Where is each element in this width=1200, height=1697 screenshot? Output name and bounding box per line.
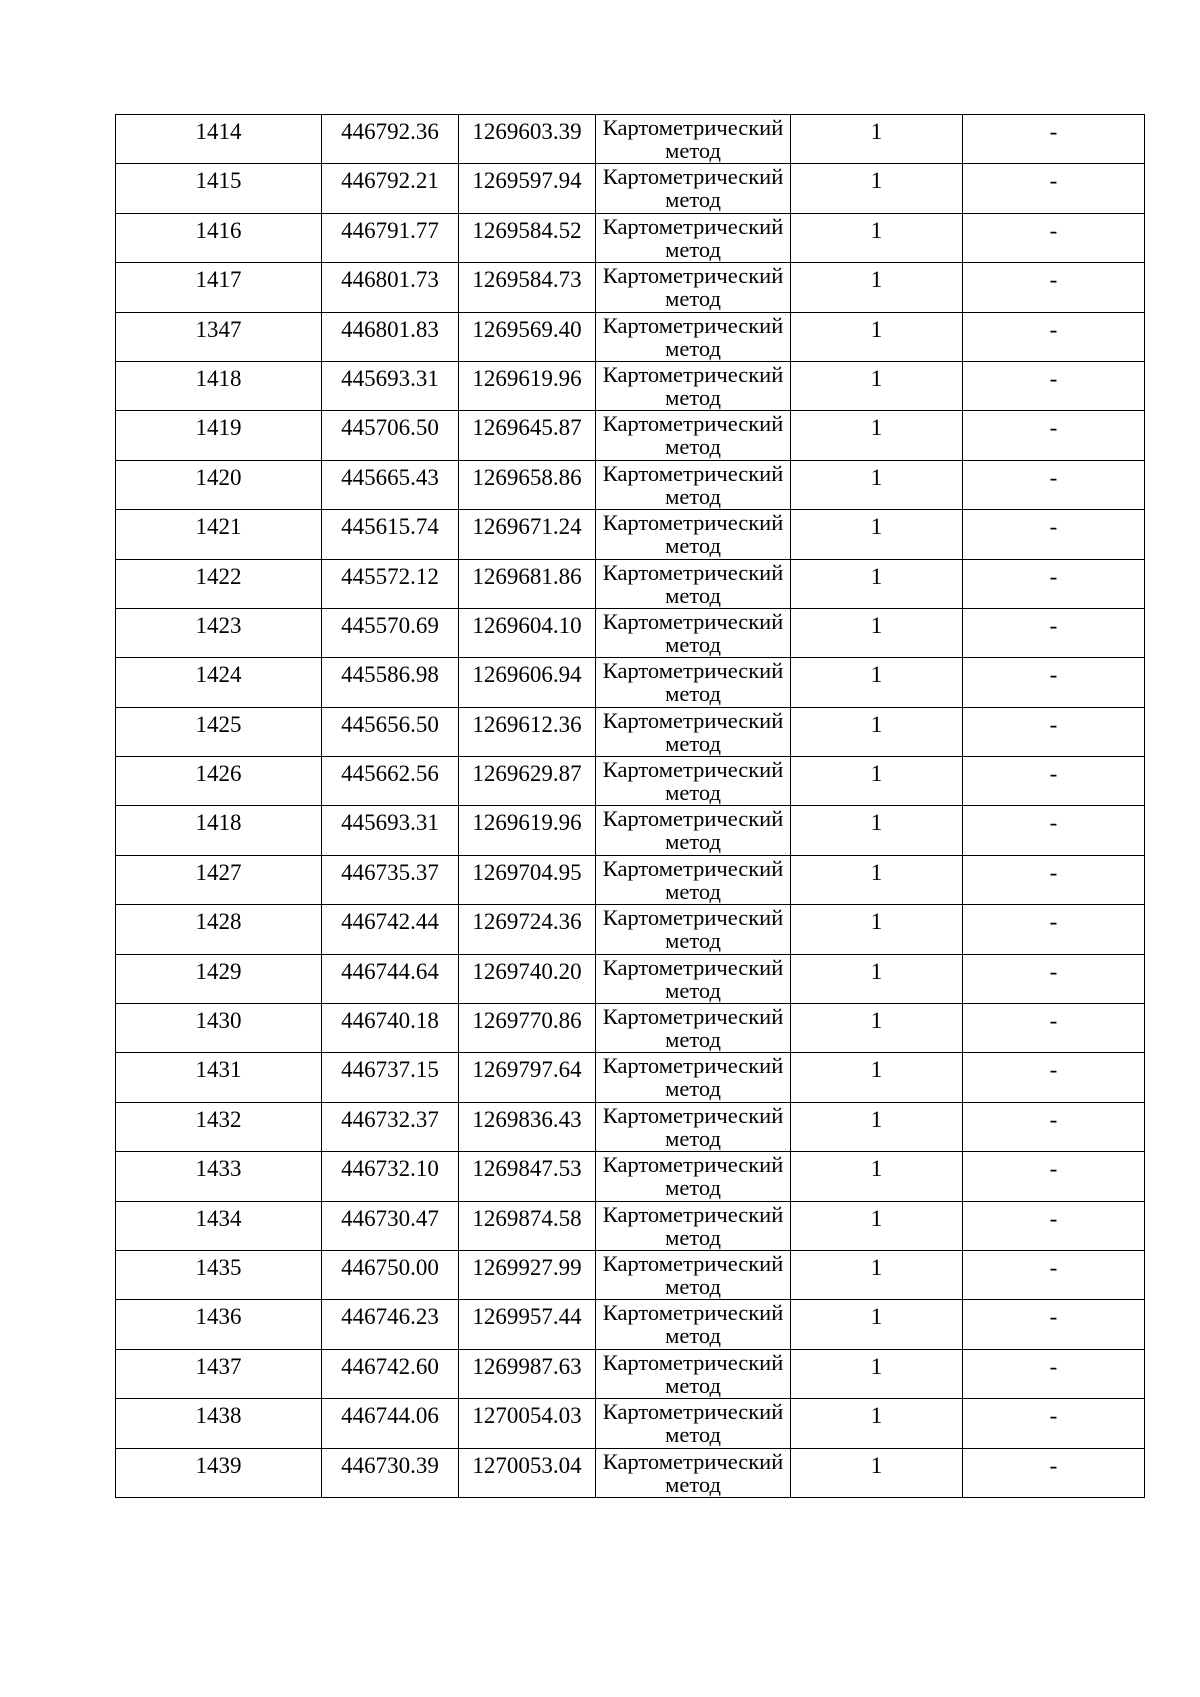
method-cell — [596, 608, 791, 657]
y-coordinate-cell: 1269619.96 — [459, 806, 596, 855]
x-coordinate-cell: 446801.83 — [322, 312, 459, 361]
note-cell: - — [963, 757, 1145, 806]
method-text-line2: метод — [665, 829, 721, 855]
point-number-cell: 1437 — [116, 1349, 322, 1398]
note-cell: - — [963, 855, 1145, 904]
method-cell — [596, 658, 791, 707]
accuracy-cell: 1 — [791, 1300, 963, 1349]
accuracy-cell: 1 — [791, 855, 963, 904]
y-coordinate-cell: 1269704.95 — [459, 855, 596, 904]
method-cell — [596, 1201, 791, 1250]
x-coordinate-cell: 446791.77 — [322, 213, 459, 262]
x-coordinate-cell: 446750.00 — [322, 1250, 459, 1299]
x-coordinate-cell: 446742.60 — [322, 1349, 459, 1398]
table-row — [116, 1300, 1145, 1349]
table-row — [116, 213, 1145, 262]
point-number-cell: 1432 — [116, 1102, 322, 1151]
point-number-cell: 1429 — [116, 954, 322, 1003]
method-text-line2: метод — [665, 1323, 721, 1349]
y-coordinate-cell: 1269569.40 — [459, 312, 596, 361]
point-number-cell: 1436 — [116, 1300, 322, 1349]
table-row — [116, 855, 1145, 904]
method-text-line2: метод — [665, 138, 721, 163]
method-cell — [596, 312, 791, 361]
method-text-line2: метод — [665, 533, 721, 559]
y-coordinate-cell: 1270054.03 — [459, 1399, 596, 1448]
note-cell: - — [963, 1300, 1145, 1349]
note-cell: - — [963, 263, 1145, 312]
accuracy-cell: 1 — [791, 757, 963, 806]
x-coordinate-cell: 445572.12 — [322, 559, 459, 608]
x-coordinate-cell: 446744.06 — [322, 1399, 459, 1448]
point-number-cell: 1423 — [116, 608, 322, 657]
x-coordinate-cell: 446730.47 — [322, 1201, 459, 1250]
method-text-line1: Картометрический — [602, 806, 784, 832]
x-coordinate-cell: 446735.37 — [322, 855, 459, 904]
table-row — [116, 608, 1145, 657]
method-text-line1: Картометрический — [602, 213, 784, 239]
method-cell — [596, 164, 791, 213]
method-cell — [596, 559, 791, 608]
method-cell — [596, 1004, 791, 1053]
point-number-cell: 1433 — [116, 1152, 322, 1201]
table-row — [116, 559, 1145, 608]
note-cell: - — [963, 954, 1145, 1003]
accuracy-cell: 1 — [791, 1004, 963, 1053]
table-row — [116, 1250, 1145, 1299]
note-cell: - — [963, 115, 1145, 164]
method-cell — [596, 1102, 791, 1151]
method-text-line1: Картометрический — [602, 411, 784, 437]
method-text-line1: Картометрический — [602, 115, 784, 140]
x-coordinate-cell: 446732.37 — [322, 1102, 459, 1151]
note-cell: - — [963, 1004, 1145, 1053]
method-text-line2: метод — [665, 878, 721, 904]
note-cell: - — [963, 658, 1145, 707]
method-text-line2: метод — [665, 1076, 721, 1102]
y-coordinate-cell: 1269606.94 — [459, 658, 596, 707]
table-row — [116, 411, 1145, 460]
method-text-line2: метод — [665, 1422, 721, 1448]
y-coordinate-cell: 1269597.94 — [459, 164, 596, 213]
x-coordinate-cell: 446737.15 — [322, 1053, 459, 1102]
point-number-cell: 1421 — [116, 510, 322, 559]
method-text-line1: Картометрический — [602, 757, 784, 783]
accuracy-cell: 1 — [791, 1448, 963, 1497]
table-row — [116, 312, 1145, 361]
y-coordinate-cell: 1269645.87 — [459, 411, 596, 460]
y-coordinate-cell: 1269584.52 — [459, 213, 596, 262]
accuracy-cell: 1 — [791, 460, 963, 509]
note-cell: - — [963, 1448, 1145, 1497]
method-text-line1: Картометрический — [602, 510, 784, 536]
method-text-line1: Картометрический — [602, 954, 784, 980]
table-row — [116, 361, 1145, 410]
y-coordinate-cell: 1269836.43 — [459, 1102, 596, 1151]
y-coordinate-cell: 1269724.36 — [459, 905, 596, 954]
y-coordinate-cell: 1269671.24 — [459, 510, 596, 559]
method-cell — [596, 1250, 791, 1299]
method-cell — [596, 1152, 791, 1201]
table-row — [116, 1004, 1145, 1053]
table-row — [116, 1448, 1145, 1497]
method-text-line1: Картометрический — [602, 1201, 784, 1227]
method-text-line2: метод — [665, 384, 721, 410]
y-coordinate-cell: 1269987.63 — [459, 1349, 596, 1398]
table-row — [116, 1399, 1145, 1448]
x-coordinate-cell: 445656.50 — [322, 707, 459, 756]
accuracy-cell: 1 — [791, 1399, 963, 1448]
method-cell — [596, 1053, 791, 1102]
method-text-line2: метод — [665, 434, 721, 460]
method-cell — [596, 510, 791, 559]
method-cell — [596, 757, 791, 806]
method-text-line1: Картометрический — [602, 1152, 784, 1178]
note-cell: - — [963, 312, 1145, 361]
note-cell: - — [963, 361, 1145, 410]
method-text-line2: метод — [665, 187, 721, 213]
note-cell: - — [963, 1053, 1145, 1102]
table-row — [116, 1102, 1145, 1151]
point-number-cell: 1439 — [116, 1448, 322, 1497]
method-text-line2: метод — [665, 1273, 721, 1299]
y-coordinate-cell: 1269770.86 — [459, 1004, 596, 1053]
accuracy-cell: 1 — [791, 1349, 963, 1398]
point-number-cell: 1425 — [116, 707, 322, 756]
point-number-cell: 1420 — [116, 460, 322, 509]
y-coordinate-cell: 1269604.10 — [459, 608, 596, 657]
x-coordinate-cell: 446742.44 — [322, 905, 459, 954]
point-number-cell: 1426 — [116, 757, 322, 806]
note-cell: - — [963, 707, 1145, 756]
point-number-cell: 1414 — [116, 115, 322, 164]
accuracy-cell: 1 — [791, 115, 963, 164]
accuracy-cell: 1 — [791, 1152, 963, 1201]
y-coordinate-cell: 1269629.87 — [459, 757, 596, 806]
method-cell — [596, 213, 791, 262]
y-coordinate-cell: 1270053.04 — [459, 1448, 596, 1497]
accuracy-cell: 1 — [791, 312, 963, 361]
method-text-line1: Картометрический — [602, 1053, 784, 1079]
method-text-line2: метод — [665, 286, 721, 312]
x-coordinate-cell: 446744.64 — [322, 954, 459, 1003]
method-text-line2: метод — [665, 335, 721, 361]
method-text-line1: Картометрический — [602, 312, 784, 338]
point-number-cell: 1424 — [116, 658, 322, 707]
x-coordinate-cell: 446740.18 — [322, 1004, 459, 1053]
y-coordinate-cell: 1269874.58 — [459, 1201, 596, 1250]
x-coordinate-cell: 445570.69 — [322, 608, 459, 657]
note-cell: - — [963, 213, 1145, 262]
method-text-line2: метод — [665, 1125, 721, 1151]
method-text-line1: Картометрический — [602, 1102, 784, 1128]
method-text-line2: метод — [665, 730, 721, 756]
method-text-line2: метод — [665, 1224, 721, 1250]
note-cell: - — [963, 1349, 1145, 1398]
table-row — [116, 1053, 1145, 1102]
method-text-line1: Картометрический — [602, 707, 784, 733]
accuracy-cell: 1 — [791, 361, 963, 410]
note-cell: - — [963, 411, 1145, 460]
point-number-cell: 1417 — [116, 263, 322, 312]
method-cell — [596, 806, 791, 855]
x-coordinate-cell: 445706.50 — [322, 411, 459, 460]
accuracy-cell: 1 — [791, 263, 963, 312]
table-row — [116, 1349, 1145, 1398]
method-text-line2: метод — [665, 1027, 721, 1053]
method-text-line1: Картометрический — [602, 164, 784, 190]
x-coordinate-cell: 445693.31 — [322, 806, 459, 855]
point-number-cell: 1419 — [116, 411, 322, 460]
y-coordinate-cell: 1269612.36 — [459, 707, 596, 756]
point-number-cell: 1347 — [116, 312, 322, 361]
accuracy-cell: 1 — [791, 559, 963, 608]
accuracy-cell: 1 — [791, 213, 963, 262]
method-cell — [596, 361, 791, 410]
accuracy-cell: 1 — [791, 510, 963, 559]
point-number-cell: 1422 — [116, 559, 322, 608]
note-cell: - — [963, 164, 1145, 213]
x-coordinate-cell: 446732.10 — [322, 1152, 459, 1201]
x-coordinate-cell: 445586.98 — [322, 658, 459, 707]
note-cell: - — [963, 1250, 1145, 1299]
note-cell: - — [963, 1152, 1145, 1201]
y-coordinate-cell: 1269584.73 — [459, 263, 596, 312]
y-coordinate-cell: 1269847.53 — [459, 1152, 596, 1201]
accuracy-cell: 1 — [791, 1102, 963, 1151]
point-number-cell: 1438 — [116, 1399, 322, 1448]
point-number-cell: 1415 — [116, 164, 322, 213]
method-text-line1: Картометрический — [602, 1004, 784, 1030]
y-coordinate-cell: 1269927.99 — [459, 1250, 596, 1299]
accuracy-cell: 1 — [791, 411, 963, 460]
note-cell: - — [963, 1399, 1145, 1448]
accuracy-cell: 1 — [791, 707, 963, 756]
table-row — [116, 707, 1145, 756]
point-number-cell: 1435 — [116, 1250, 322, 1299]
table-row — [116, 1201, 1145, 1250]
method-text-line2: метод — [665, 631, 721, 657]
point-number-cell: 1431 — [116, 1053, 322, 1102]
method-text-line2: метод — [665, 780, 721, 806]
point-number-cell: 1427 — [116, 855, 322, 904]
method-text-line1: Картометрический — [602, 905, 784, 931]
method-text-line2: метод — [665, 1471, 721, 1497]
method-cell — [596, 1399, 791, 1448]
x-coordinate-cell: 446792.36 — [322, 115, 459, 164]
y-coordinate-cell: 1269658.86 — [459, 460, 596, 509]
method-text-line1: Картометрический — [602, 1300, 784, 1326]
method-cell — [596, 954, 791, 1003]
method-text-line1: Картометрический — [602, 1250, 784, 1276]
method-text-line2: метод — [665, 236, 721, 262]
y-coordinate-cell: 1269797.64 — [459, 1053, 596, 1102]
method-text-line2: метод — [665, 1175, 721, 1201]
table-row — [116, 905, 1145, 954]
x-coordinate-cell: 446730.39 — [322, 1448, 459, 1497]
note-cell: - — [963, 1201, 1145, 1250]
point-number-cell: 1418 — [116, 361, 322, 410]
method-text-line1: Картометрический — [602, 460, 784, 486]
method-cell — [596, 905, 791, 954]
method-cell — [596, 460, 791, 509]
coordinates-table — [115, 114, 1145, 1498]
method-cell — [596, 411, 791, 460]
accuracy-cell: 1 — [791, 1053, 963, 1102]
method-cell — [596, 1349, 791, 1398]
point-number-cell: 1416 — [116, 213, 322, 262]
x-coordinate-cell: 446792.21 — [322, 164, 459, 213]
table-row — [116, 1152, 1145, 1201]
method-cell — [596, 115, 791, 164]
method-text-line1: Картометрический — [602, 559, 784, 585]
y-coordinate-cell: 1269603.39 — [459, 115, 596, 164]
note-cell: - — [963, 559, 1145, 608]
accuracy-cell: 1 — [791, 1250, 963, 1299]
method-text-line2: метод — [665, 928, 721, 954]
accuracy-cell: 1 — [791, 164, 963, 213]
table-row — [116, 658, 1145, 707]
method-text-line2: метод — [665, 582, 721, 608]
method-text-line1: Картометрический — [602, 1399, 784, 1425]
method-cell — [596, 263, 791, 312]
coordinates-table-body — [116, 115, 1145, 1498]
y-coordinate-cell: 1269681.86 — [459, 559, 596, 608]
table-row — [116, 164, 1145, 213]
point-number-cell: 1418 — [116, 806, 322, 855]
accuracy-cell: 1 — [791, 1201, 963, 1250]
table-row — [116, 460, 1145, 509]
note-cell: - — [963, 1102, 1145, 1151]
note-cell: - — [963, 905, 1145, 954]
x-coordinate-cell: 445662.56 — [322, 757, 459, 806]
x-coordinate-cell: 446801.73 — [322, 263, 459, 312]
method-text-line2: метод — [665, 1372, 721, 1398]
note-cell: - — [963, 608, 1145, 657]
x-coordinate-cell: 445665.43 — [322, 460, 459, 509]
method-text-line1: Картометрический — [602, 1349, 784, 1375]
table-row — [116, 510, 1145, 559]
y-coordinate-cell: 1269957.44 — [459, 1300, 596, 1349]
x-coordinate-cell: 445615.74 — [322, 510, 459, 559]
table-row — [116, 954, 1145, 1003]
method-text-line1: Картометрический — [602, 361, 784, 387]
table-row — [116, 263, 1145, 312]
method-text-line2: метод — [665, 977, 721, 1003]
accuracy-cell: 1 — [791, 806, 963, 855]
method-text-line1: Картометрический — [602, 608, 784, 634]
accuracy-cell: 1 — [791, 658, 963, 707]
table-row — [116, 115, 1145, 164]
accuracy-cell: 1 — [791, 905, 963, 954]
method-cell — [596, 855, 791, 904]
method-cell — [596, 1300, 791, 1349]
y-coordinate-cell: 1269740.20 — [459, 954, 596, 1003]
method-text-line1: Картометрический — [602, 658, 784, 684]
x-coordinate-cell: 445693.31 — [322, 361, 459, 410]
x-coordinate-cell: 446746.23 — [322, 1300, 459, 1349]
note-cell: - — [963, 806, 1145, 855]
accuracy-cell: 1 — [791, 954, 963, 1003]
note-cell: - — [963, 460, 1145, 509]
method-text-line2: метод — [665, 681, 721, 707]
note-cell: - — [963, 510, 1145, 559]
point-number-cell: 1428 — [116, 905, 322, 954]
method-text-line2: метод — [665, 483, 721, 509]
point-number-cell: 1430 — [116, 1004, 322, 1053]
point-number-cell: 1434 — [116, 1201, 322, 1250]
table-row — [116, 757, 1145, 806]
method-cell — [596, 707, 791, 756]
method-text-line1: Картометрический — [602, 1448, 784, 1474]
table-row — [116, 806, 1145, 855]
method-text-line1: Картометрический — [602, 855, 784, 881]
method-text-line1: Картометрический — [602, 263, 784, 289]
method-cell — [596, 1448, 791, 1497]
accuracy-cell: 1 — [791, 608, 963, 657]
y-coordinate-cell: 1269619.96 — [459, 361, 596, 410]
